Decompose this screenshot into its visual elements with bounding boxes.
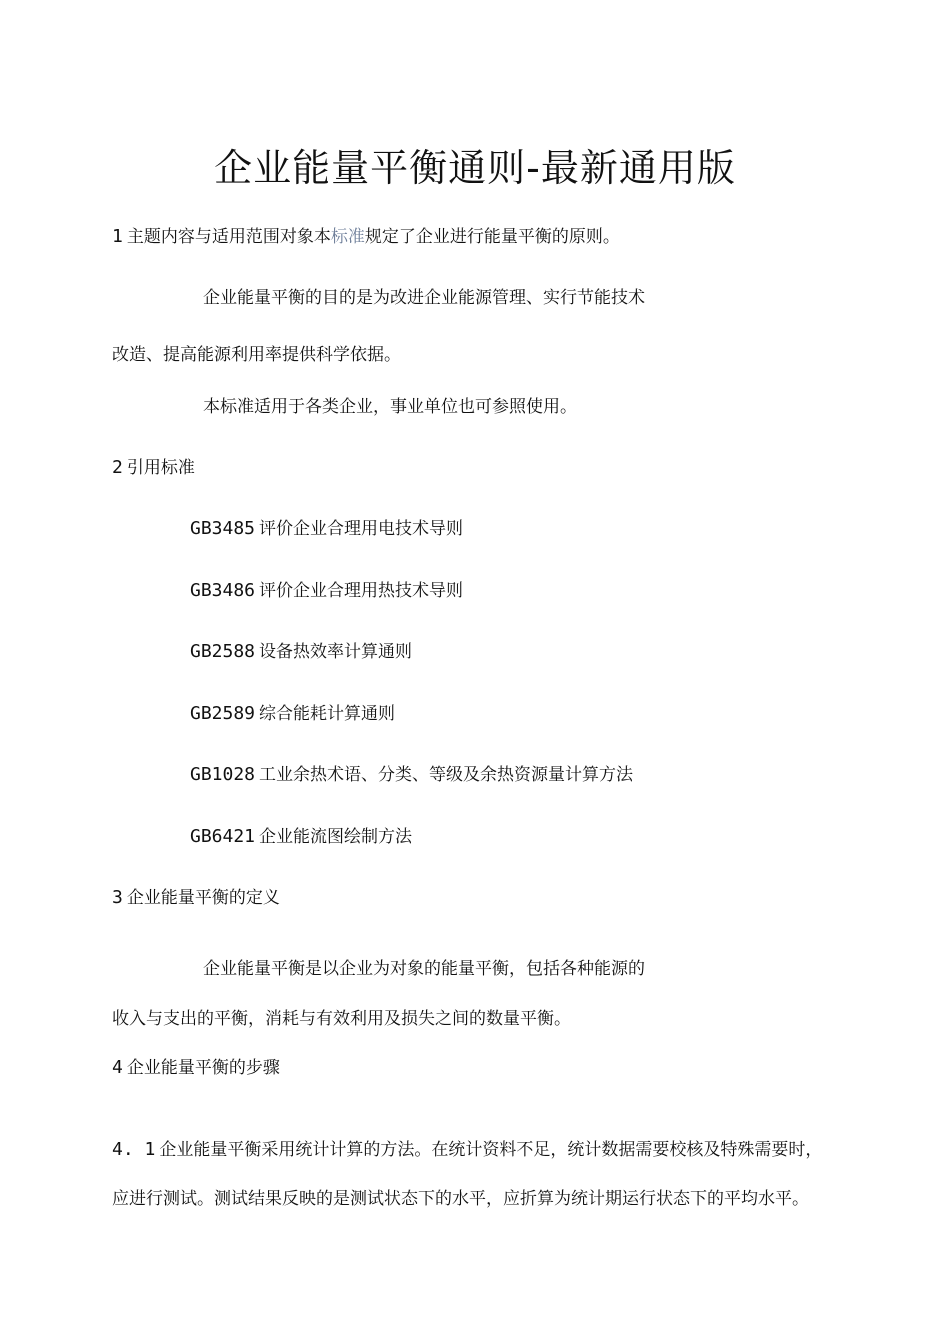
reference-item	[190, 640, 412, 664]
reference-title: 综合能耗计算通则	[259, 704, 396, 724]
paragraph-definition-line-2: 收入与支出的平衡，消耗与有效利用及损失之间的数量平衡。	[112, 1009, 571, 1029]
reference-code: GB3486	[190, 580, 256, 601]
reference-item	[190, 825, 412, 849]
section-1-heading	[112, 225, 620, 249]
reference-item	[190, 579, 463, 603]
highlight-term: 标准	[330, 227, 365, 247]
reference-title: 设备热效率计算通则	[259, 642, 413, 662]
section-number: 3	[112, 887, 123, 908]
section-4-heading	[112, 1056, 280, 1080]
reference-title: 评价企业合理用热技术导则	[259, 581, 464, 601]
section-4-text: 企业能量平衡的步骤	[126, 1058, 280, 1078]
section-2-heading	[112, 456, 195, 480]
paragraph-scope: 本标准适用于各类企业，事业单位也可参照使用。	[203, 397, 577, 417]
section-number: 1	[112, 226, 123, 247]
reference-item	[190, 763, 633, 787]
section-2-text: 引用标准	[126, 458, 195, 478]
reference-code: GB2588	[190, 641, 256, 662]
reference-code: GB2589	[190, 703, 256, 724]
section-3-text: 企业能量平衡的定义	[126, 888, 280, 908]
paragraph-purpose-line-1: 企业能量平衡的目的是为改进企业能源管理、实行节能技术	[203, 288, 645, 308]
section-number: 2	[112, 457, 123, 478]
document-title: 企业能量平衡通则-最新通用版	[214, 146, 736, 190]
section-1-text-b: 规定了企业进行能量平衡的原则。	[364, 227, 620, 247]
reference-code: GB1028	[190, 764, 256, 785]
reference-item	[190, 702, 395, 726]
section-4-1-line-1	[112, 1138, 822, 1162]
reference-title: 评价企业合理用电技术导则	[259, 519, 464, 539]
reference-code: GB6421	[190, 826, 256, 847]
reference-title: 工业余热术语、分类、等级及余热资源量计算方法	[259, 765, 634, 785]
section-3-heading	[112, 886, 280, 910]
reference-code: GB3485	[190, 518, 256, 539]
reference-title: 企业能流图绘制方法	[259, 827, 413, 847]
paragraph-purpose-line-2: 改造、提高能源利用率提供科学依据。	[112, 345, 401, 365]
section-4-1-text: 企业能量平衡采用统计计算的方法。在统计资料不足，统计数据需要校核及特殊需要时，	[159, 1140, 823, 1160]
section-4-1-line-2: 应进行测试。测试结果反映的是测试状态下的水平，应折算为统计期运行状态下的平均水平。	[112, 1189, 809, 1209]
reference-item	[190, 517, 463, 541]
paragraph-definition-line-1: 企业能量平衡是以企业为对象的能量平衡，包括各种能源的	[203, 959, 645, 979]
section-number: 4. 1	[112, 1139, 156, 1160]
section-1-text-a: 主题内容与适用范围对象本	[126, 227, 331, 247]
section-number: 4	[112, 1057, 123, 1078]
